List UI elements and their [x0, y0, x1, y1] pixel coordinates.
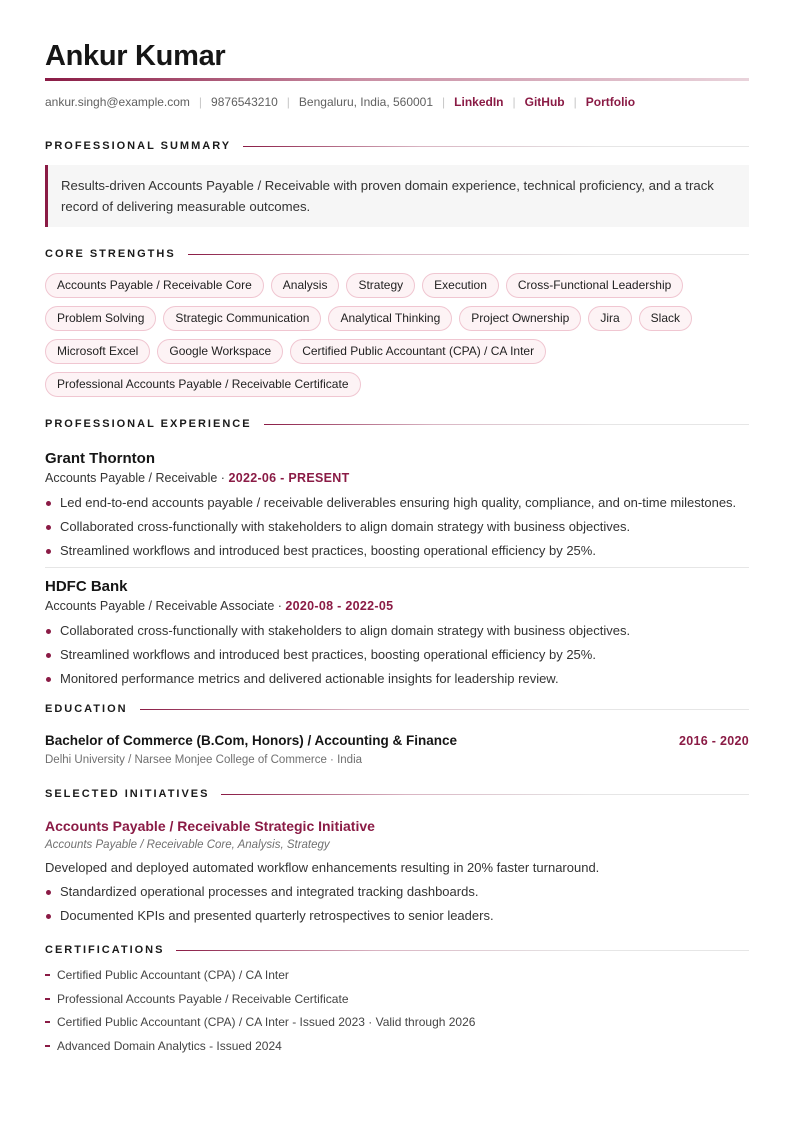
bullet-item: Streamlined workflows and introduced best practices, boosting operational efficiency by 25%. [45, 541, 749, 561]
section-rule [188, 254, 749, 255]
skill-chip: Analysis [271, 273, 340, 298]
skill-chip: Cross-Functional Leadership [506, 273, 683, 298]
bullet-item: Monitored performance metrics and delivered actionable insights for leadership review. [45, 669, 749, 689]
initiatives-section-header [45, 788, 749, 800]
bullet-item: Collaborated cross-functionally with stakeholders to align domain strategy with business objectives. [45, 517, 749, 537]
skill-chip: Jira [588, 306, 631, 331]
experience-entry [45, 450, 749, 561]
education-entry [45, 733, 749, 766]
contact-separator: | [512, 95, 516, 109]
job-divider [45, 567, 749, 568]
initiative-title: Accounts Payable / Receivable Strategic Initiative [45, 818, 375, 834]
section-rule [140, 709, 749, 710]
portfolio-link[interactable]: Portfolio [585, 95, 636, 109]
initiative-bullets [45, 882, 749, 926]
contact-separator: | [286, 95, 290, 109]
job-bullets [45, 493, 749, 561]
strengths-section-header [45, 248, 749, 260]
contact-separator: | [442, 95, 446, 109]
job-role: Accounts Payable / Receivable Associate [45, 599, 275, 613]
education-section-header [45, 703, 749, 715]
name-underline [45, 78, 749, 81]
summary-section-header [45, 140, 749, 152]
certification-item: Certified Public Accountant (CPA) / CA Inter - Issued 2023 · Valid through 2026 [45, 1014, 749, 1030]
contact-email[interactable]: ankur.singh@example.com [45, 95, 190, 109]
skill-chip: Execution [422, 273, 499, 298]
bullet-item: Streamlined workflows and introduced best practices, boosting operational efficiency by 25%. [45, 645, 749, 665]
skill-chip: Professional Accounts Payable / Receivable Certificate [45, 372, 361, 397]
summary-text: Results-driven Accounts Payable / Receivable with proven domain experience, technical proficiency, and a track record of delivering measurable outcomes. [45, 165, 749, 227]
job-bullets [45, 621, 749, 689]
initiative-description: Developed and deployed automated workflow enhancements resulting in 20% faster turnaround. [45, 860, 600, 875]
school-name: Delhi University / Narsee Monjee College of Commerce · India [45, 754, 363, 766]
section-rule [176, 950, 749, 951]
certifications-list [45, 967, 749, 1054]
experience-entry [45, 578, 749, 689]
bullet-item: Collaborated cross-functionally with stakeholders to align domain strategy with business objectives. [45, 621, 749, 641]
section-title: CORE STRENGTHS [45, 248, 176, 260]
degree-title: Bachelor of Commerce (B.Com, Honors) / Accounting & Finance [45, 733, 458, 748]
section-title: SELECTED INITIATIVES [45, 788, 210, 800]
education-dates: 2016 - 2020 [678, 734, 749, 748]
job-role: Accounts Payable / Receivable [45, 471, 218, 485]
initiative-tags: Accounts Payable / Receivable Core, Analysis, Strategy [45, 839, 330, 851]
job-meta: Accounts Payable / Receivable Associate · 2020-08 - 2022-05 [45, 599, 394, 613]
skill-chip: Analytical Thinking [328, 306, 452, 331]
skill-chip: Slack [639, 306, 692, 331]
contact-separator: | [573, 95, 577, 109]
company-name: HDFC Bank [45, 578, 128, 595]
contact-location: Bengaluru, India, 560001 [298, 95, 434, 109]
contact-separator: | [198, 95, 203, 109]
skill-chip: Accounts Payable / Receivable Core [45, 273, 264, 298]
certifications-section-header [45, 944, 749, 956]
initiative-entry [45, 818, 749, 926]
job-dates: 2022-06 - PRESENT [228, 471, 350, 485]
section-title: PROFESSIONAL EXPERIENCE [45, 418, 252, 430]
section-title: PROFESSIONAL SUMMARY [45, 140, 232, 152]
bullet-item: Standardized operational processes and integrated tracking dashboards. [45, 882, 749, 902]
bullet-item: Documented KPIs and presented quarterly retrospectives to senior leaders. [45, 906, 749, 926]
contact-bar [45, 95, 749, 109]
linkedin-link[interactable]: LinkedIn [454, 95, 504, 109]
skill-chip: Microsoft Excel [45, 339, 150, 364]
skill-chip: Strategic Communication [163, 306, 321, 331]
experience-section-header [45, 418, 749, 430]
job-meta: Accounts Payable / Receivable · 2022-06 - PRESENT [45, 471, 350, 485]
company-name: Grant Thornton [45, 450, 155, 467]
job-dates: 2020-08 - 2022-05 [285, 599, 394, 613]
section-rule [243, 146, 749, 147]
certification-item: Professional Accounts Payable / Receivable Certificate [45, 991, 749, 1007]
bullet-item: Led end-to-end accounts payable / receivable deliverables ensuring high quality, compliance, and on-time milestones. [45, 493, 749, 513]
section-title: CERTIFICATIONS [45, 944, 165, 956]
skill-chip: Google Workspace [157, 339, 283, 364]
candidate-name: Ankur Kumar [45, 40, 226, 72]
certification-item: Certified Public Accountant (CPA) / CA Inter [45, 967, 749, 983]
section-title: EDUCATION [45, 703, 128, 715]
github-link[interactable]: GitHub [524, 95, 565, 109]
strengths-list [45, 273, 749, 397]
certification-item: Advanced Domain Analytics - Issued 2024 [45, 1038, 749, 1054]
contact-phone[interactable]: 9876543210 [211, 95, 278, 109]
skill-chip: Problem Solving [45, 306, 156, 331]
section-rule [264, 424, 749, 425]
skill-chip: Certified Public Accountant (CPA) / CA Inter [290, 339, 546, 364]
section-rule [221, 794, 749, 795]
skill-chip: Project Ownership [459, 306, 581, 331]
skill-chip: Strategy [346, 273, 415, 298]
